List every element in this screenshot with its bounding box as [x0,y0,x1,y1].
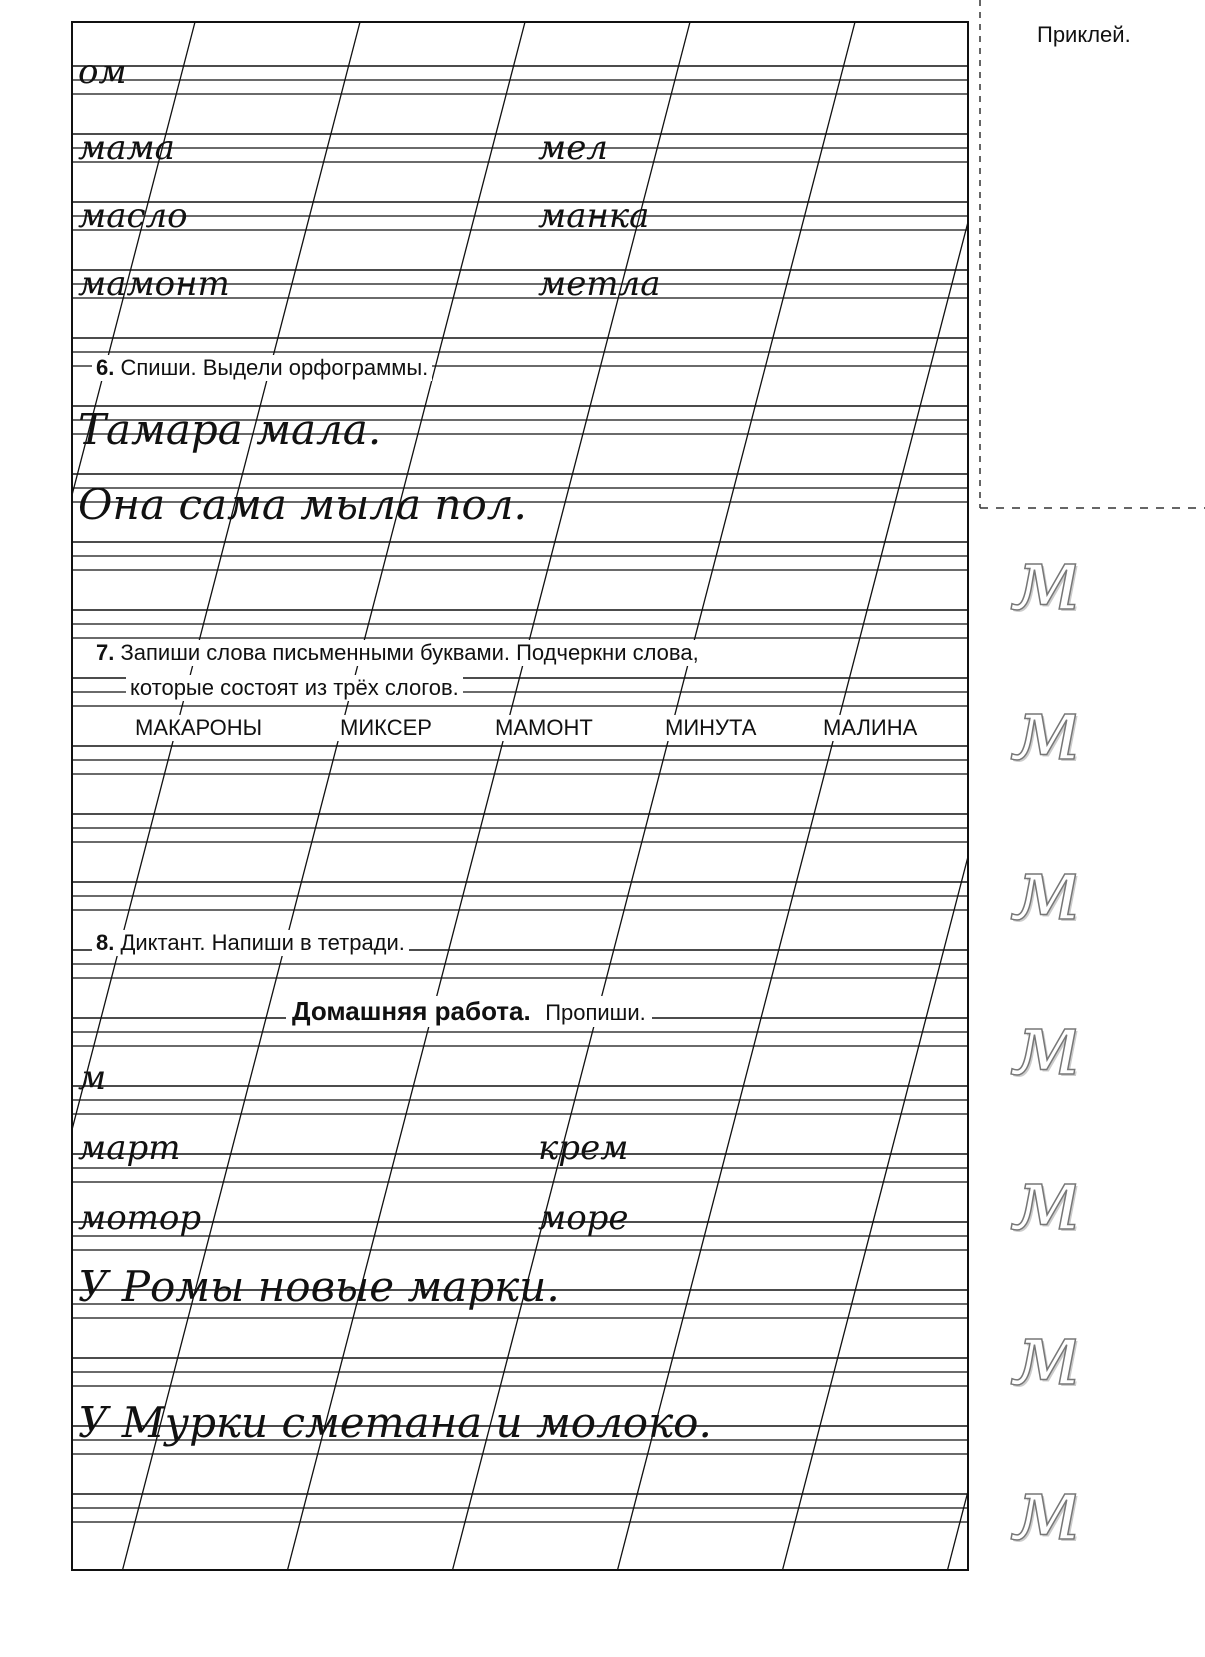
task-6-sentence: Она сама мыла пол. [78,480,527,529]
task-7-heading [92,640,703,666]
homework-word: крем [538,1128,629,1168]
margin-letter: м [1010,680,1082,780]
margin-letter: м [1010,1150,1082,1250]
slant-line [948,1491,968,1570]
copy-word: манка [538,196,650,236]
homework-subtitle: Пропиши. [545,1000,646,1025]
word-item: МИНУТА [662,715,759,741]
task-7-word-list [0,715,960,745]
homework-sentence: У Мурки сметана и молоко. [78,1398,712,1447]
task-number: 6. [96,355,115,380]
copy-word: метла [538,264,661,304]
word-item: МАКАРОНЫ [132,715,265,741]
copy-word: мел [538,128,608,168]
margin-letter: м [1010,1305,1082,1405]
slant-line [288,22,690,1570]
homework-word: м [78,1058,107,1098]
task-text: Запиши слова письменными буквами. Подчеркни слова, [120,640,699,665]
margin-letter: м [1010,995,1082,1095]
copy-word: ом [78,52,127,92]
homework-sentence: У Ромы новые марки. [78,1262,560,1311]
task-8-heading [92,930,409,956]
homework-word: мотор [78,1198,202,1238]
task-number: 7. [96,640,115,665]
task-text: Диктант. Напиши в тетради. [120,930,405,955]
margin-letter: м [1010,1460,1082,1560]
word-item: МАМОНТ [492,715,596,741]
word-item: МИКСЕР [337,715,435,741]
word-item: МАЛИНА [820,715,920,741]
copy-word: мама [78,128,175,168]
homework-word: март [78,1128,181,1168]
homework-title: Домашняя работа. [292,996,531,1026]
task-7-heading-line2: которые состоят из трёх слогов. [126,675,463,701]
margin-letter: м [1010,840,1082,940]
slant-line [123,22,525,1570]
glue-note: Приклей. [1037,22,1131,47]
copy-word: мамонт [78,264,230,304]
task-6-sentence: Тамара мала. [78,405,382,454]
task-number: 8. [96,930,115,955]
homework-word: море [538,1198,629,1238]
homework-heading [286,996,652,1027]
copy-word: масло [78,196,188,236]
page-frame [72,22,968,1570]
slant-line [453,22,855,1570]
task-text: Спиши. Выдели орфограммы. [120,355,429,380]
margin-letter: м [1010,530,1082,630]
task-6-heading [92,355,432,381]
